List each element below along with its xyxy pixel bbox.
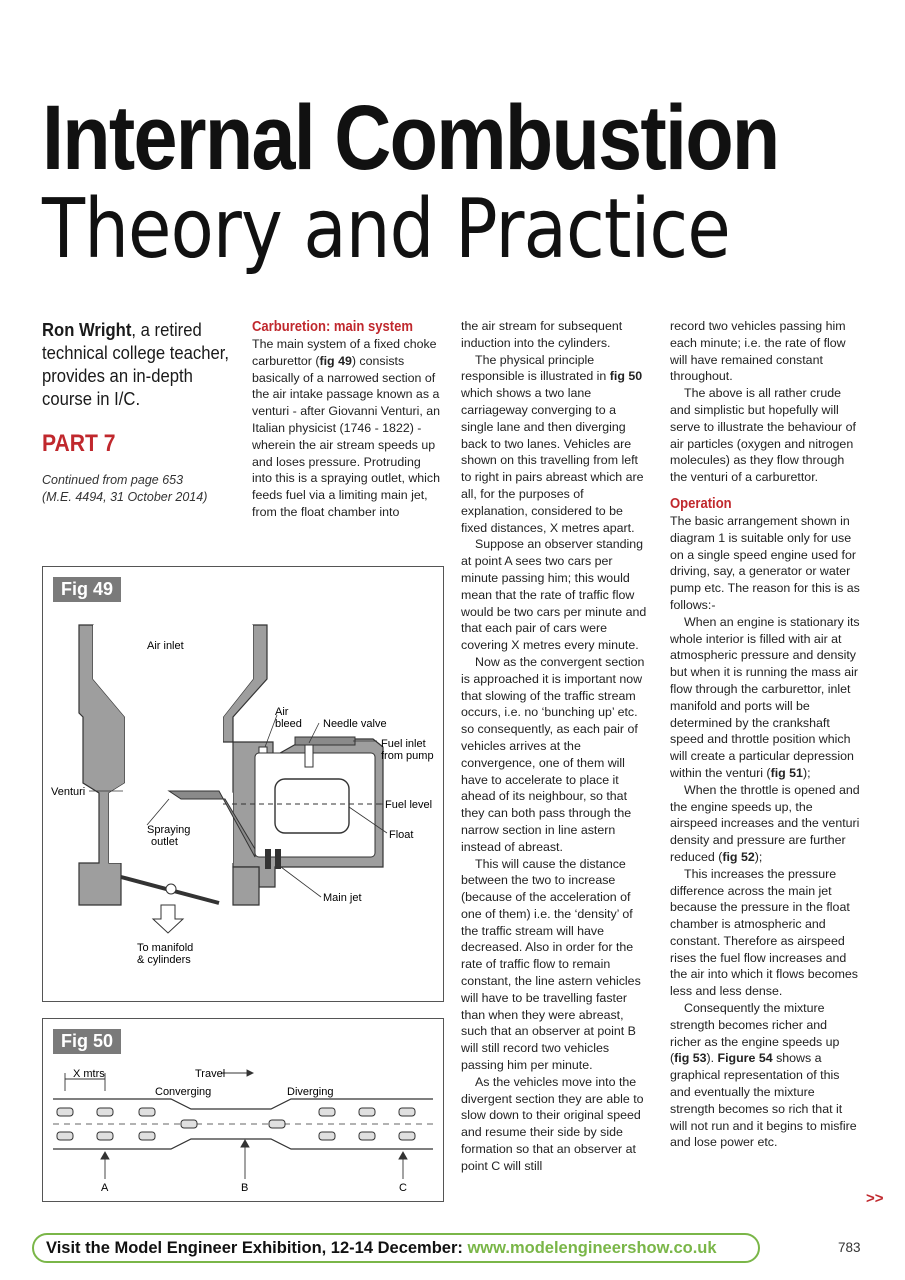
- col3-paragraph-5: When the throttle is opened and the engine speeds up, the airspeed increases and the venturi density and pressure are further reduced (fig 52);: [670, 782, 860, 864]
- carb-right-wall-lower: [233, 867, 259, 905]
- column-1: [252, 318, 442, 521]
- car: [97, 1132, 113, 1140]
- label-air-bleed-1: Air: [275, 706, 289, 718]
- car: [97, 1108, 113, 1116]
- col3-paragraph-1: record two vehicles passing him each minute; i.e. the rate of flow will have remained constant throughout.: [670, 319, 846, 384]
- label-converging: Converging: [155, 1086, 212, 1098]
- continued-note: [42, 472, 242, 506]
- page-number: 783: [838, 1240, 861, 1255]
- car: [57, 1108, 73, 1116]
- car: [139, 1132, 155, 1140]
- col2-paragraph-5: This will cause the distance between the two to increase (because of the acceleration of one of them) i.e. the ‘density’ of the traffic stream will have decreased. Also in order for the rate of traffic flow to remain constant, the line astern vehicles will have to be travelling faster than when they were abreast, such that an observer at point B will still record two vehicles passing him per minute.: [461, 856, 641, 1073]
- label-air-bleed-2: bleed: [275, 718, 302, 730]
- traffic-diagram: [43, 1019, 443, 1201]
- banner-url[interactable]: www.modelengineershow.co.uk: [467, 1239, 717, 1257]
- car: [269, 1120, 285, 1128]
- label-diverging: Diverging: [287, 1086, 334, 1098]
- label-spraying-1: Spraying: [147, 824, 191, 836]
- label-air-inlet: Air inlet: [147, 640, 184, 652]
- intro-block: [42, 318, 242, 506]
- column-2: [461, 318, 651, 1175]
- col2-paragraph-2: The physical principle responsible is illustrated in fig 50 which shows a two lane carriageway converging to a single lane and then diverging back to two lanes. Vehicles are shown on this travelling from left to right in pairs abreast which are all, for the purposes of explanation, considered to be fixed distances, X metres apart.: [461, 352, 644, 535]
- flow-arrow-down: [153, 905, 183, 933]
- label-x-mtrs: X mtrs: [73, 1068, 105, 1080]
- label-venturi: Venturi: [51, 786, 86, 798]
- banner-text: Visit the Model Engineer Exhibition, 12-14 December:: [46, 1239, 468, 1257]
- label-manifold-2: & cylinders: [137, 954, 191, 966]
- car: [57, 1132, 73, 1140]
- col2-paragraph-1: the air stream for subsequent induction into the cylinders.: [461, 319, 623, 350]
- car: [181, 1120, 197, 1128]
- col2-paragraph-4: Now as the convergent section is approached it is important now that slowing of the traffic stream occurs, i.e. no ‘bunching up’ etc. so consequently, as each pair of vehicles arrives at the convergence, one of them will have to accelerate to place it ahead of its neighbour, so that they can both pass through the narrow section in line astern instead of abreast.: [461, 654, 645, 854]
- continued-arrow-icon: >>: [866, 1190, 884, 1207]
- label-spraying-2: outlet: [151, 836, 178, 848]
- col3-paragraph-2: The above is all rather crude and simplistic but hopefully will serve to illustrate the behaviour of air particles (oxygen and nitrogen molecules) as they flow through the venturi of a carburettor.: [670, 386, 856, 485]
- title-line-2: Theory and Practice: [42, 182, 730, 277]
- car: [319, 1108, 335, 1116]
- label-fuel-inlet-1: Fuel inlet: [381, 738, 426, 750]
- fig49-label: Fig 49: [53, 577, 121, 602]
- car: [359, 1132, 375, 1140]
- label-fuel-level: Fuel level: [385, 799, 433, 811]
- needle-valve: [305, 743, 313, 767]
- author-name: Ron Wright: [42, 319, 132, 340]
- label-point-b: B: [241, 1182, 249, 1194]
- car: [399, 1108, 415, 1116]
- float: [275, 779, 349, 833]
- car: [359, 1108, 375, 1116]
- label-point-c: C: [399, 1182, 407, 1194]
- column-3: [670, 318, 860, 1151]
- col3-paragraph-7: Consequently the mixture strength becomes richer and richer as the engine speeds up (fig 53). Figure 54 shows a graphical representation of this and eventually the mixture strength becomes so rich that it will not run and it begins to misfire and lose power etc.: [670, 1001, 857, 1150]
- car: [319, 1132, 335, 1140]
- continued-line-1: Continued from page 653: [42, 473, 184, 487]
- label-float: Float: [389, 829, 414, 841]
- col1-paragraph-1: The main system of a fixed choke carburettor (fig 49) consists basically of a narrowed section of the air intake passage known as a venturi - after Giovanni Venturi, an Italian physicist (1746 - 1822) - wherein the air stream speeds up and loses pressure. Protruding into this is a spraying outlet, which feeds fuel via a limiting main jet, from the float chamber into: [252, 337, 441, 519]
- col3-paragraph-3: The basic arrangement shown in diagram 1 is suitable only for use on a single speed engine used for driving, say, a generator or water pump etc. The reason for this is as follows:-: [670, 513, 860, 612]
- title-line-1: Internal Combustion: [42, 87, 779, 189]
- part-number: PART 7: [42, 430, 116, 457]
- heading-carburetion: Carburetion: main system: [252, 319, 414, 335]
- col3-paragraph-6: This increases the pressure difference across the main jet because the pressure in the float chamber is atmospheric and constant. Therefore as airspeed rises the fuel flow increases and the air into which it flows becomes less and less dense.: [670, 866, 859, 999]
- label-manifold-1: To manifold: [137, 942, 194, 954]
- fig50-label: Fig 50: [53, 1029, 121, 1054]
- author-description: , a retired technical college teacher, provides an in-depth course in I/C.: [42, 319, 229, 409]
- car: [139, 1108, 155, 1116]
- col3-paragraph-4: When an engine is stationary its whole interior is filled with air at atmospheric pressure and density but when it is running the mass air flow through the carburettor, inlet manifold and ports will be determined by the crankshaft speed and throttle position which will create a particular depression within the venturi (fig 51);: [670, 614, 860, 780]
- label-point-a: A: [101, 1182, 109, 1194]
- label-main-jet: Main jet: [323, 892, 362, 904]
- car: [399, 1132, 415, 1140]
- label-needle-valve: Needle valve: [323, 718, 387, 730]
- col2-paragraph-6: As the vehicles move into the divergent section they are able to slow down to their original speed and resume their side by side formation so that an observer at point C will still: [461, 1074, 644, 1173]
- exhibition-banner[interactable]: [32, 1233, 760, 1263]
- continued-line-2: (M.E. 4494, 31 October 2014): [42, 490, 208, 504]
- label-fuel-inlet-2: from pump: [381, 750, 434, 762]
- figure-49: [42, 566, 444, 1002]
- figure-50: [42, 1018, 444, 1202]
- heading-operation: Operation: [670, 495, 732, 512]
- label-travel: Travel: [195, 1068, 226, 1080]
- carburettor-diagram: [43, 567, 443, 1001]
- col2-paragraph-3: Suppose an observer standing at point A sees two cars per minute passing him; this would mean that the rate of traffic flow would be two cars per minute and that each pair of cars were covering X metres every minute.: [461, 537, 647, 653]
- author-byline: [42, 318, 242, 410]
